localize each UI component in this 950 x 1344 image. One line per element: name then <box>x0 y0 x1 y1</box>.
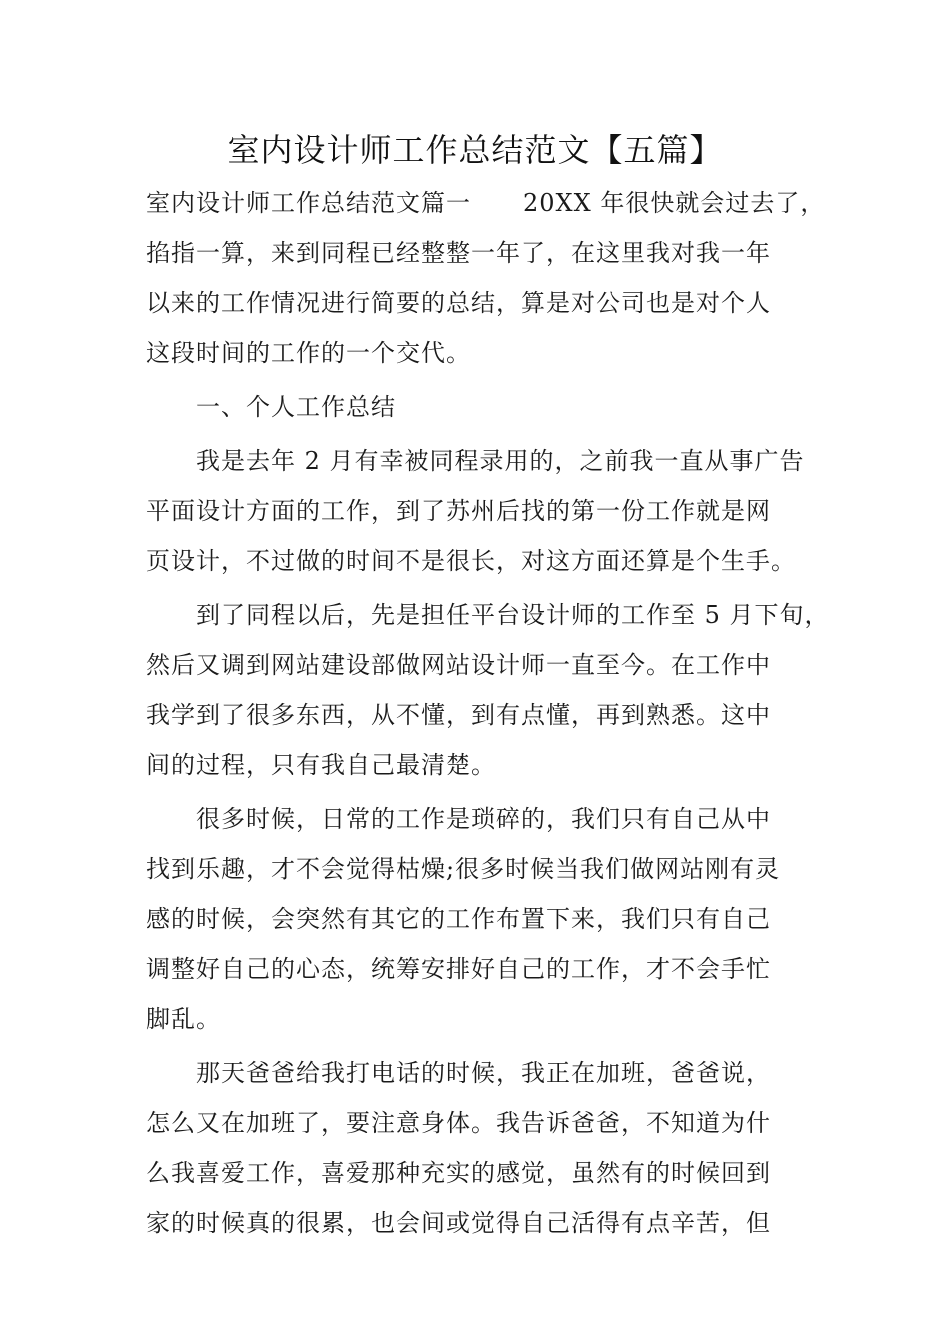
paragraph-5-line-5: 脚乱。 <box>146 1005 221 1033</box>
paragraph-1-line-3: 以来的工作情况进行简要的总结，算是对公司也是对个人 <box>146 289 771 317</box>
paragraph-1-line-1: 室内设计师工作总结范文篇一 20XX 年很快就会过去了， <box>146 189 826 217</box>
document-title: 室内设计师工作总结范文【五篇】 <box>227 131 723 169</box>
paragraph-3-line-2: 平面设计方面的工作，到了苏州后找的第一份工作就是网 <box>146 497 771 525</box>
section-heading-inline: 室内设计师工作总结范文篇一 <box>146 189 471 217</box>
section-heading: 一、个人工作总结 <box>196 393 396 421</box>
paragraph-5-line-4: 调整好自己的心态，统筹安排好自己的工作，才不会手忙 <box>146 955 771 983</box>
paragraph-4-line-2: 然后又调到网站建设部做网站设计师一直至今。在工作中 <box>146 651 771 679</box>
paragraph-5-line-3: 感的时候，会突然有其它的工作布置下来，我们只有自己 <box>146 905 771 933</box>
paragraph-5-line-1: 很多时候，日常的工作是琐碎的，我们只有自己从中 <box>196 805 771 833</box>
paragraph-6-line-4: 家的时候真的很累，也会间或觉得自己活得有点辛苦，但 <box>146 1209 771 1237</box>
paragraph-3-line-1: 我是去年 2 月有幸被同程录用的，之前我一直从事广告 <box>196 447 805 475</box>
paragraph-6-line-2: 怎么又在加班了，要注意身体。我告诉爸爸，不知道为什 <box>146 1109 771 1137</box>
paragraph-3-line-3: 页设计，不过做的时间不是很长，对这方面还算是个生手。 <box>146 547 796 575</box>
paragraph-4-line-3: 我学到了很多东西，从不懂，到有点懂，再到熟悉。这中 <box>146 701 771 729</box>
document-body <box>146 178 836 1248</box>
paragraph-4-line-4: 间的过程，只有我自己最清楚。 <box>146 751 496 779</box>
paragraph-5-line-2: 找到乐趣，才不会觉得枯燥;很多时候当我们做网站刚有灵 <box>146 855 781 883</box>
paragraph-1-line-4: 这段时间的工作的一个交代。 <box>146 339 471 367</box>
paragraph-6-line-3: 么我喜爱工作，喜爱那种充实的感觉，虽然有的时候回到 <box>146 1159 771 1187</box>
paragraph-1-line-2: 掐指一算，来到同程已经整整一年了，在这里我对我一年 <box>146 239 771 267</box>
paragraph-6-line-1: 那天爸爸给我打电话的时候，我正在加班，爸爸说， <box>196 1059 771 1087</box>
paragraph-4-line-1: 到了同程以后，先是担任平台设计师的工作至 5 月下旬， <box>196 601 830 629</box>
